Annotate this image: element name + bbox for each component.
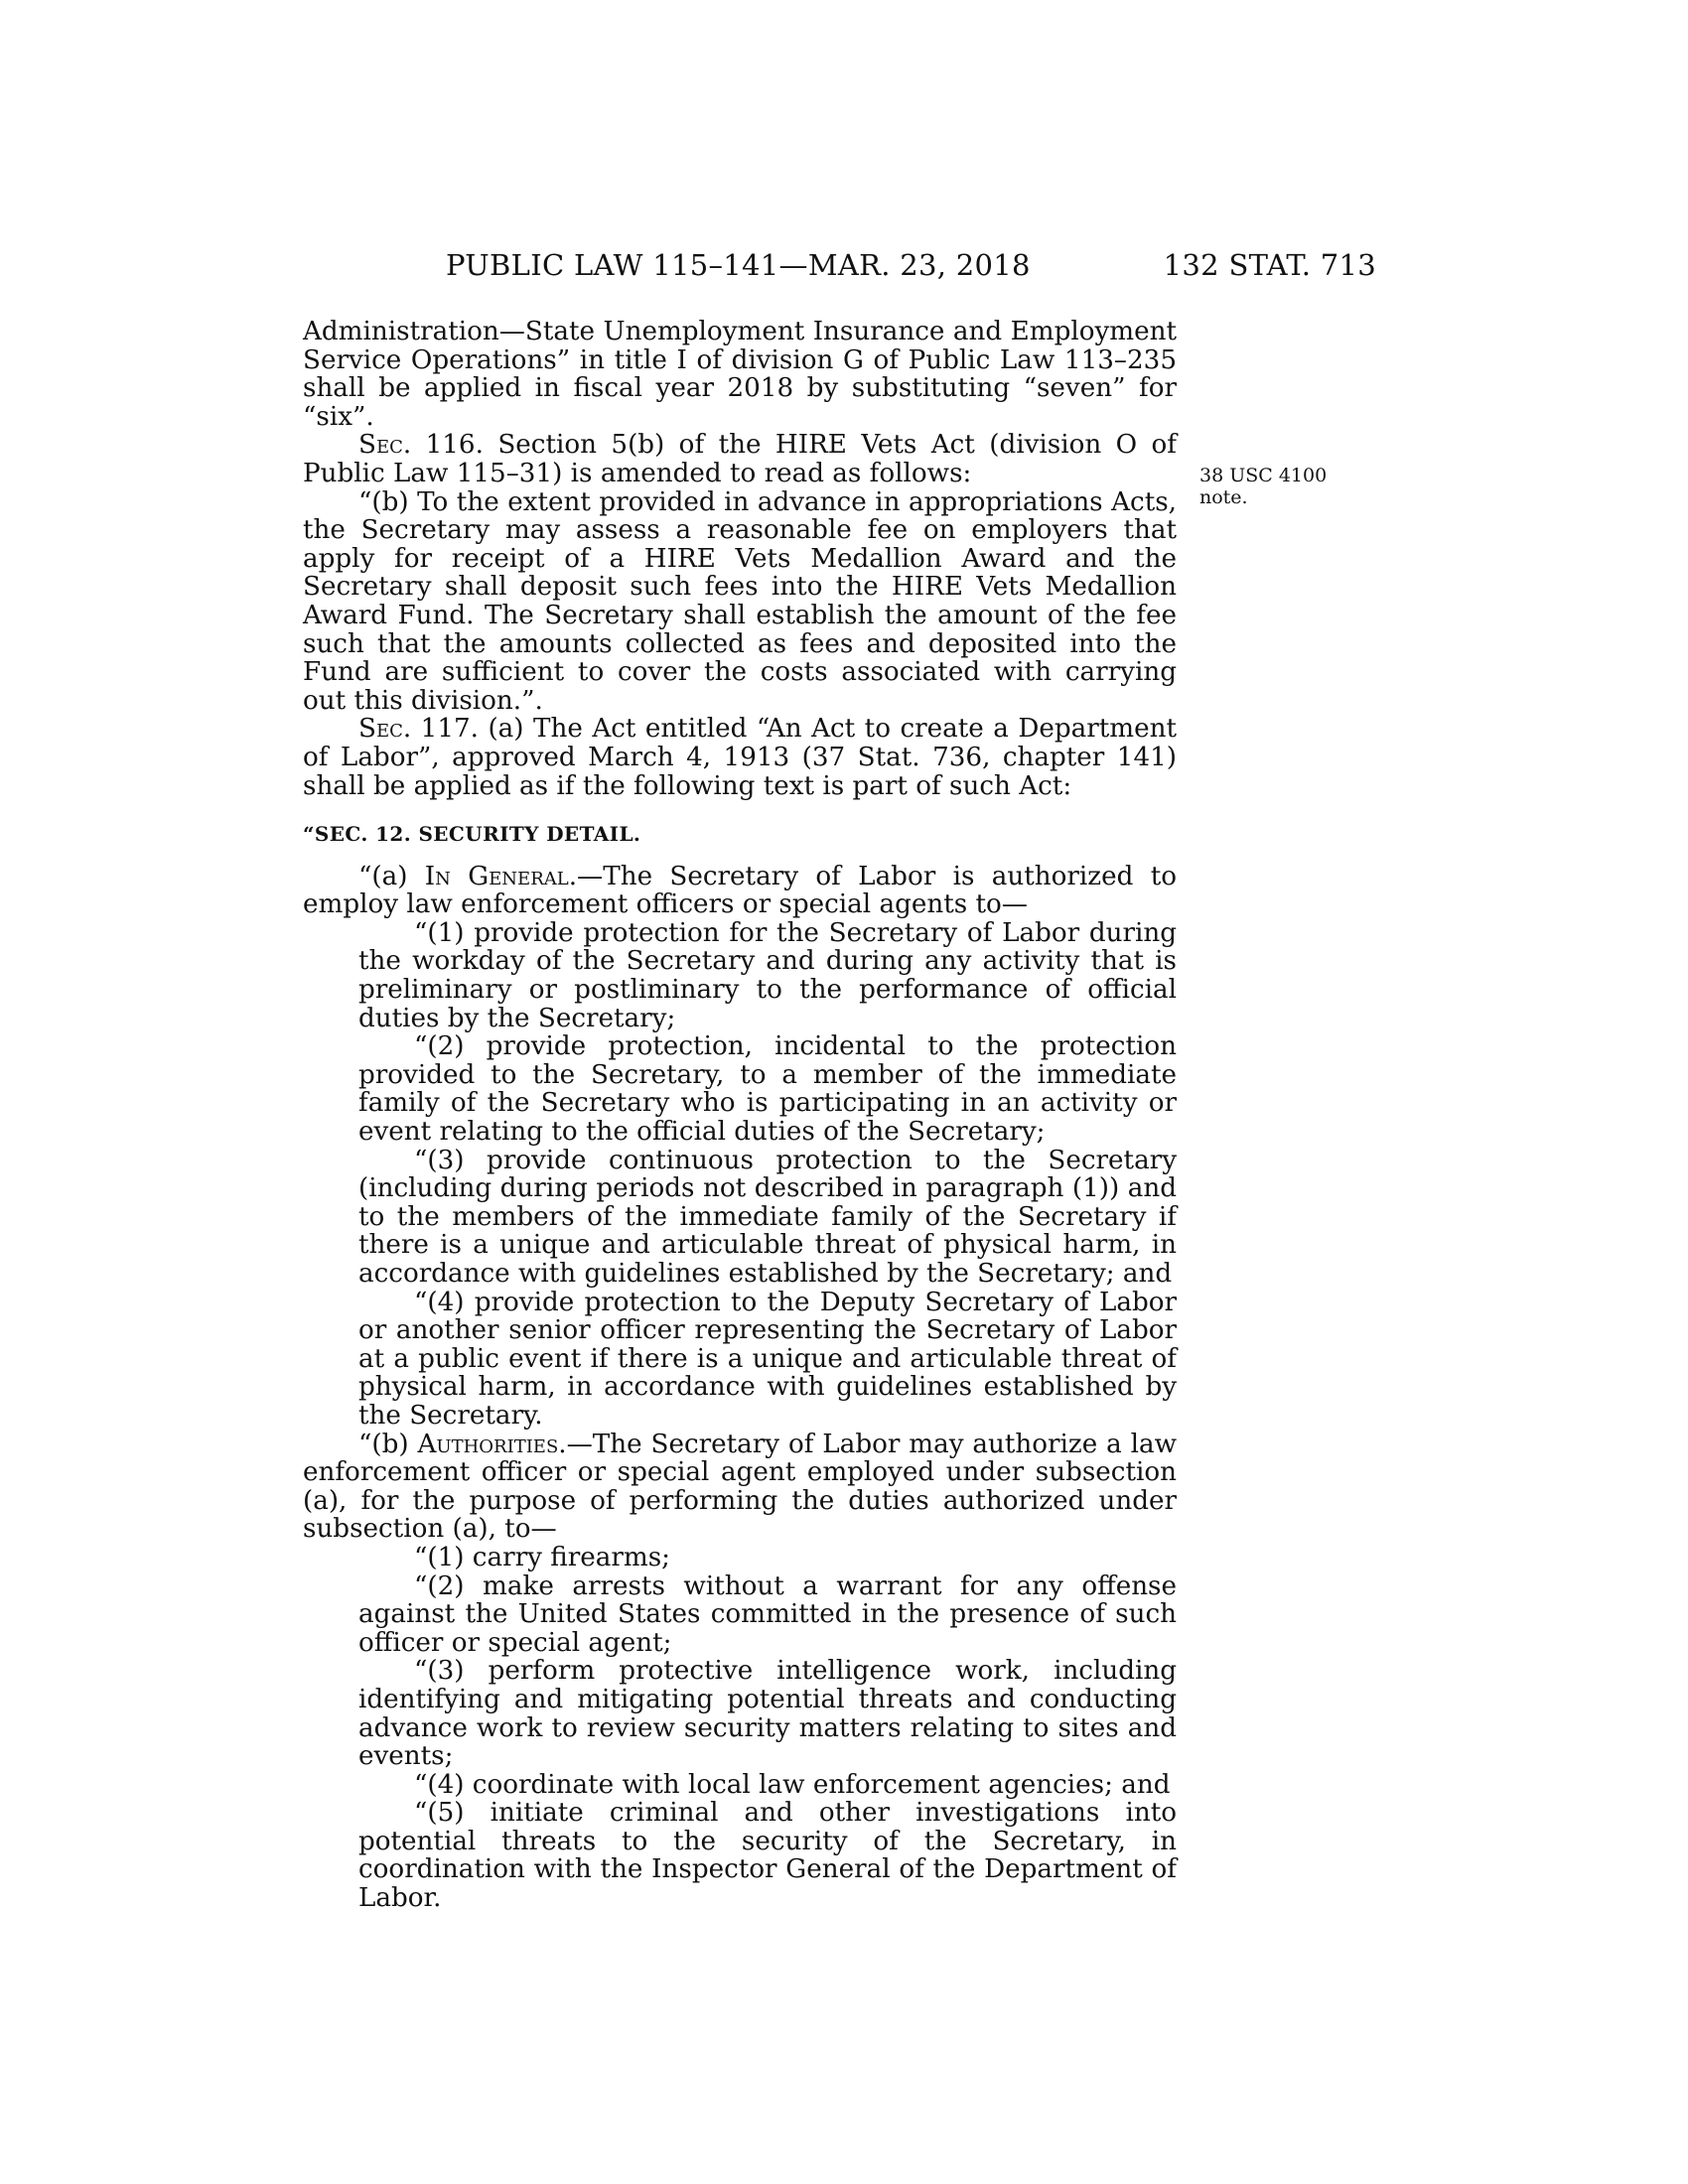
body-text: [303, 318, 1177, 1913]
page-number: 132 STAT. 713: [1163, 248, 1376, 282]
subsection-b-quote-paragraph: “(b) To the extent provided in advance in appropriations Acts, the Secretary may assess a reasonable fee on employers that apply for receipt of a HIRE Vets Medallion Award and the Secretary shall deposit such fees into the HIRE Vets Medallion Award Fund. The Secretary shall establish the amount of the fee such that the amounts collected as fees and deposited into the Fund are sufficient to cover the costs associated with carrying out this division.”.: [303, 486, 1177, 716]
subsection-b-paragraph: [303, 1431, 1177, 1544]
subsection-b-item-1: “(1) carry firearms;: [414, 1542, 670, 1572]
section-label: Sec: [358, 714, 403, 745]
subsection-a-item-1: “(1) provide protection for the Secretary of Labor during the workday of the Secretary and during any activity that is preliminary or postliminary to the performance of official duties by the Secretary;: [358, 917, 1177, 1033]
subsection-b-item-2: “(2) make arrests without a warrant for any offense against the United States committed in the presence of such officer or special agent;: [358, 1570, 1177, 1658]
subsection-a-paragraph: [303, 863, 1177, 919]
continued-paragraph: Administration—State Unemployment Insurance and Employment Service Operations” in title I of division G of Public Law 113–235 shall be applied in fiscal year 2018 by substituting “seven” for “six”.: [303, 317, 1177, 432]
running-head: [0, 248, 1688, 288]
running-title: PUBLIC LAW 115–141—MAR. 23, 2018: [446, 248, 1031, 282]
margin-note: [1199, 465, 1348, 508]
subsection-b-item-3: “(3) perform protective intelligence work, including identifying and mitigating potential threats and conducting advance work to review security matters relating to sites and events;: [358, 1656, 1177, 1772]
subsection-b-prefix: “(b): [358, 1429, 418, 1459]
subsection-b-heading: Authorities: [417, 1429, 559, 1459]
section-label: Sec: [358, 430, 403, 461]
subsection-a-item-3: “(3) provide continuous protection to the Secretary (including during periods not described in paragraph (1)) and to the members of the immediate family of the Secretary if there is a unique and articulable threat of physical harm, in accordance with guidelines established by the Secretary; and: [358, 1145, 1177, 1289]
margin-note-citation: 38 USC 4100: [1199, 465, 1328, 486]
section-12-heading: “SEC. 12. SECURITY DETAIL.: [303, 822, 641, 847]
section-117-paragraph: [303, 715, 1177, 800]
section-117-text: . 117. (a) The Act entitled “An Act to create a Department of Labor”, approved March 4, 1913 (37 Stat. 736, chapter 141) shall be applied as if the following text is part of such Act:: [303, 714, 1177, 801]
subsection-a-item-2: “(2) provide protection, incidental to the protection provided to the Secretary, to a member of the immediate family of the Secretary who is participating in an activity or event relating to the official duties of the Secretary;: [358, 1031, 1177, 1148]
margin-note-suffix: note.: [1199, 486, 1248, 508]
section-116-text: . 116. Section 5(b) of the HIRE Vets Act (division O of Public Law 115–31) is amended to read as follows:: [303, 430, 1177, 488]
subsection-b-item-4: “(4) coordinate with local law enforcement agencies; and: [414, 1769, 1171, 1800]
subsection-a-prefix: “(a): [358, 861, 425, 891]
subsection-a-item-4: “(4) provide protection to the Deputy Secretary of Labor or another senior officer representing the Secretary of Labor at a public event if there is a unique and articulable threat of physical harm, in accordance with guidelines established by the Secretary.: [358, 1287, 1177, 1431]
subsection-a-heading: In General: [424, 861, 569, 891]
subsection-b-text: .—The Secretary of Labor may authorize a law enforcement officer or special agent employed under subsection (a), for the purpose of performing the duties authorized under subsection (a), to—: [303, 1429, 1177, 1545]
section-116-paragraph: [303, 431, 1177, 487]
subsection-b-item-5: “(5) initiate criminal and other investigations into potential threats to the security of the Secretary, in coordination with the Inspector General of the Department of Labor.: [358, 1798, 1177, 1914]
subsection-a-text: .—The Secretary of Labor is authorized to employ law enforcement officers or special agents to—: [303, 861, 1177, 920]
